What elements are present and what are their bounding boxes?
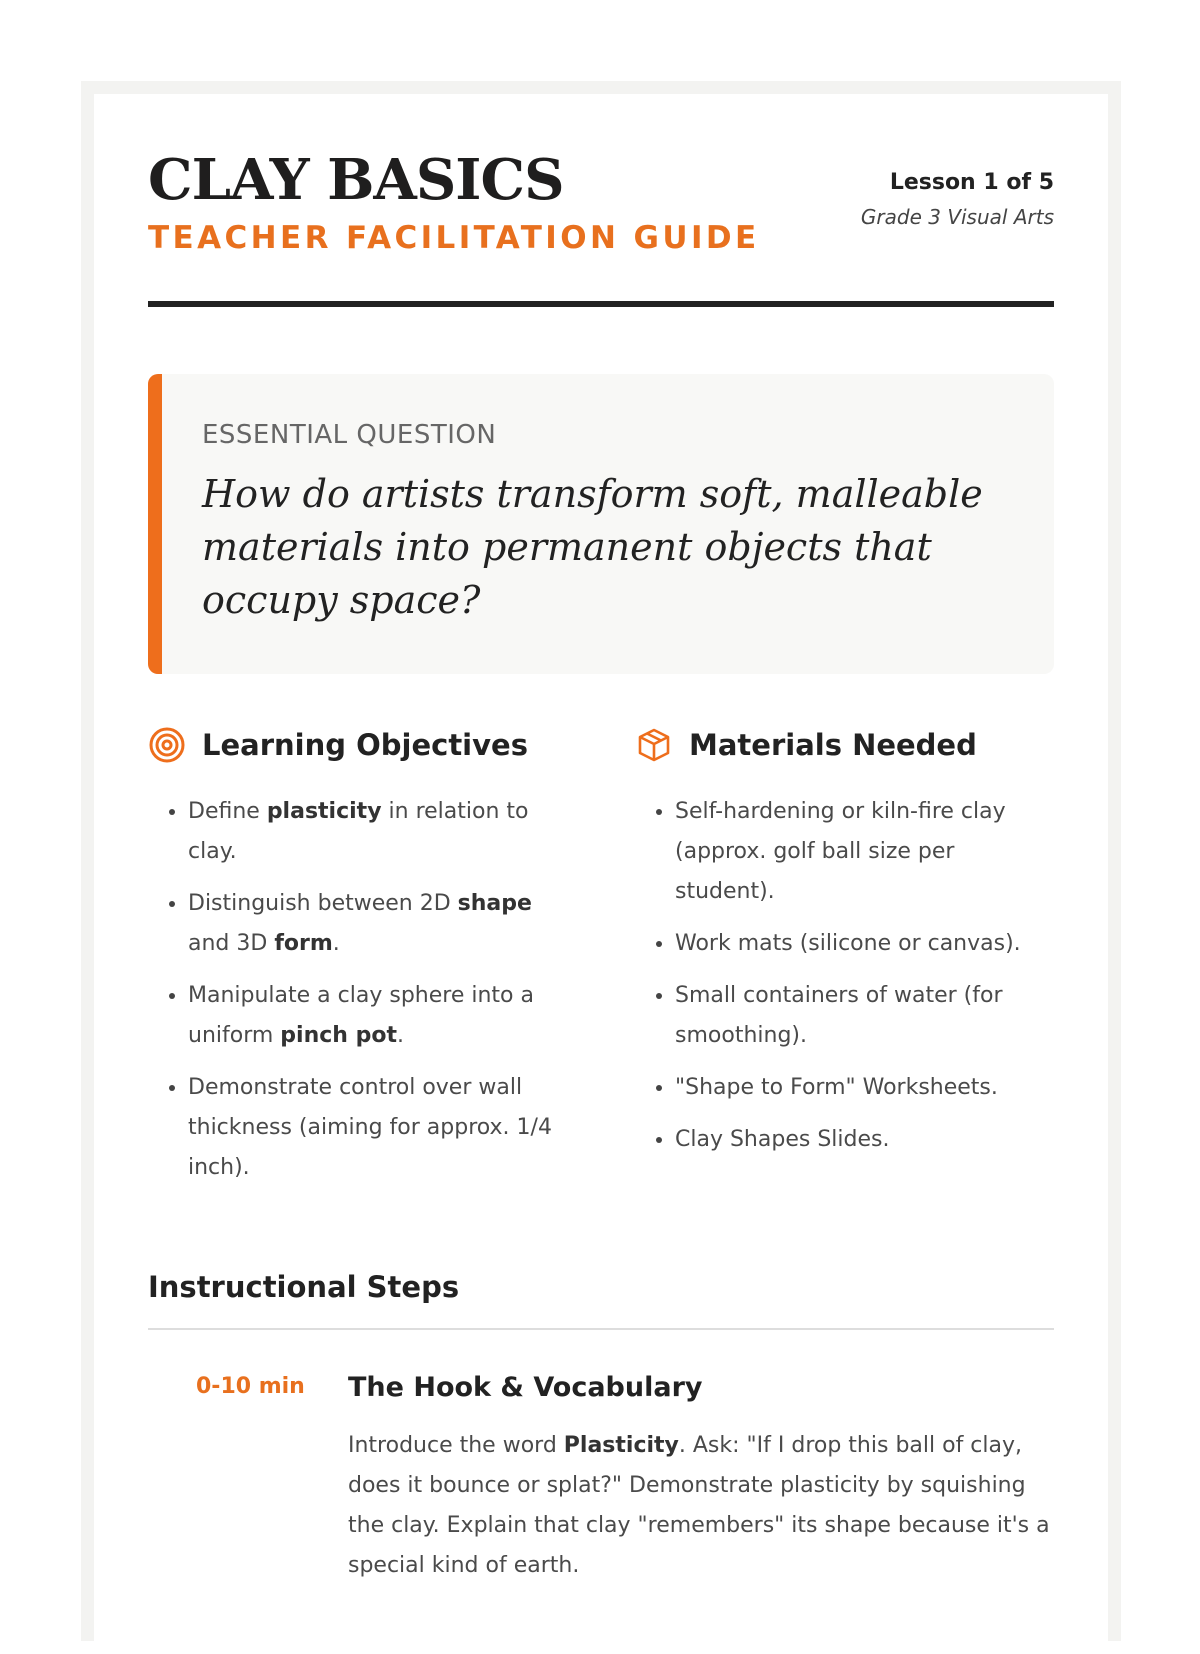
target-icon xyxy=(148,726,186,764)
text-run: . xyxy=(332,931,340,956)
text-run: and 3D xyxy=(188,931,275,956)
objectives-section xyxy=(148,724,568,1200)
text-run: Manipulate a clay sphere into a uniform xyxy=(188,983,534,1048)
text-run: Distinguish between 2D xyxy=(188,891,458,916)
text-run: Introduce the word xyxy=(348,1433,564,1458)
emphasis-term: Plasticity xyxy=(563,1433,679,1458)
objectives-list xyxy=(148,792,568,1188)
text-run: Self-hardening or kiln-fire clay (approx. golf ball size per student). xyxy=(675,799,1006,904)
emphasis-term: plasticity xyxy=(266,799,382,824)
page-title: CLAY BASICS xyxy=(148,147,564,213)
lesson-number: Lesson 1 of 5 xyxy=(889,170,1054,195)
essential-question-box xyxy=(148,374,1054,674)
emphasis-term: shape xyxy=(457,891,532,916)
materials-heading-text: Materials Needed xyxy=(689,728,977,762)
essential-question-text: How do artists transform soft, malleable materials into permanent objects that occupy space? xyxy=(202,472,983,622)
page-subtitle: TEACHER FACILITATION GUIDE xyxy=(148,220,760,256)
accent-bar xyxy=(148,374,162,674)
list-item xyxy=(188,792,568,872)
materials-list xyxy=(635,792,1055,1160)
materials-section xyxy=(635,724,1055,1172)
list-item xyxy=(675,1068,1055,1108)
list-item xyxy=(188,976,568,1056)
text-run: in relation to clay. xyxy=(188,799,529,864)
text-run: Small containers of water (for smoothing). xyxy=(675,983,1003,1048)
text-run: . xyxy=(397,1023,404,1048)
list-item xyxy=(188,1068,568,1188)
text-run: Work mats (silicone or canvas). xyxy=(675,931,1021,956)
steps-divider xyxy=(148,1328,1054,1330)
objectives-heading-text: Learning Objectives xyxy=(202,728,528,762)
step-description xyxy=(348,1426,1054,1586)
text-run: "Shape to Form" Worksheets. xyxy=(675,1075,998,1100)
materials-heading xyxy=(635,724,1055,766)
grade-level: Grade 3 Visual Arts xyxy=(860,205,1054,229)
objectives-heading xyxy=(148,724,568,766)
lesson-meta xyxy=(861,170,1054,229)
emphasis-term: form xyxy=(274,931,333,956)
text-run: Demonstrate control over wall thickness (aiming for approx. 1/4 inch). xyxy=(188,1075,552,1180)
list-item xyxy=(675,792,1055,912)
list-item xyxy=(675,924,1055,964)
list-item xyxy=(675,976,1055,1056)
header-divider xyxy=(148,301,1054,307)
steps-heading: Instructional Steps xyxy=(148,1270,460,1304)
list-item xyxy=(675,1120,1055,1160)
step-time: 0-10 min xyxy=(196,1374,305,1399)
text-run: Clay Shapes Slides. xyxy=(675,1127,890,1152)
box-icon xyxy=(635,726,673,764)
emphasis-term: pinch pot xyxy=(280,1023,397,1048)
essential-question-label: ESSENTIAL QUESTION xyxy=(202,420,497,450)
text-run: . Ask: "If I drop this ball of clay, does it bounce or splat?" Demonstrate plasticity by squishing the clay. Explain that clay "remembers" its shape because it's a special kind of earth. xyxy=(348,1433,1050,1578)
document-page xyxy=(94,94,1108,1654)
text-run: Define xyxy=(188,799,267,824)
list-item xyxy=(188,884,568,964)
step-name: The Hook & Vocabulary xyxy=(348,1372,703,1403)
